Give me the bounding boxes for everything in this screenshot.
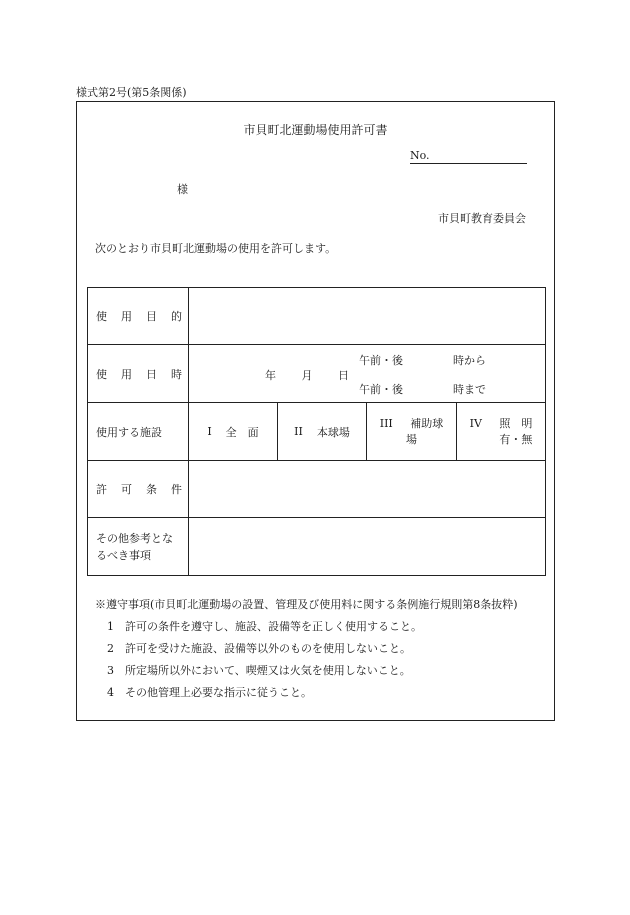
conditions-label: 許 可 条 件 (88, 461, 189, 518)
datetime-label: 使 用 日 時 (88, 345, 189, 403)
row-purpose (88, 288, 546, 345)
list-item: 1 許可の条件を遵守し、施設、設備等を正しく使用すること。 (107, 620, 422, 633)
row-datetime (88, 345, 546, 403)
other-label: その他参考とな るべき事項 (88, 518, 189, 576)
purpose-label: 使 用 目 的 (88, 288, 189, 345)
form-code: 様式第2号(第5条関係) (76, 86, 187, 99)
facility-label: 使用する施設 (88, 403, 189, 461)
time-from: 時から (453, 354, 486, 367)
ampm-end: 午前・後 (359, 383, 403, 396)
notes-heading: ※遵守事項(市貝町北運動場の設置、管理及び使用料に関する条例施行規則第8条抜粋) (95, 598, 518, 611)
recipient-honorific: 様 (177, 183, 188, 196)
intro-text: 次のとおり市貝町北運動場の使用を許可します。 (95, 242, 337, 255)
facility-option-main-field[interactable]: II 本球場 (277, 403, 366, 460)
row-facility (88, 403, 546, 461)
row-other (88, 518, 546, 576)
issuer-name: 市貝町教育委員会 (438, 212, 526, 225)
permit-form (76, 101, 555, 721)
permit-table (87, 287, 546, 576)
facility-option-sub-field[interactable]: III 補助球 場 (366, 403, 456, 460)
facility-option-full[interactable]: I 全 面 (207, 425, 259, 439)
list-item: 2 許可を受けた施設、設備等以外のものを使用しないこと。 (107, 642, 411, 655)
list-item: 3 所定場所以外において、喫煙又は火気を使用しないこと。 (107, 664, 411, 677)
date-parts: 年 月 日 (265, 369, 349, 382)
page-title: 市貝町北運動場使用許可書 (243, 123, 388, 137)
other-value-cell[interactable] (189, 518, 546, 576)
compliance-notes (95, 594, 518, 704)
purpose-value-cell[interactable] (189, 288, 546, 345)
facility-value-cell (189, 403, 546, 461)
row-conditions (88, 461, 546, 518)
lighting-yes-no[interactable]: 有・無 (499, 432, 533, 446)
datetime-value-cell[interactable] (189, 345, 546, 403)
ampm-start: 午前・後 (359, 354, 403, 367)
time-until: 時まで (453, 383, 486, 396)
list-item: 4 その他管理上必要な指示に従うこと。 (107, 686, 312, 699)
permit-number-field[interactable]: No. (410, 149, 527, 164)
conditions-value-cell[interactable] (189, 461, 546, 518)
facility-option-lighting[interactable]: IV 照 明 有・無 (456, 403, 545, 460)
